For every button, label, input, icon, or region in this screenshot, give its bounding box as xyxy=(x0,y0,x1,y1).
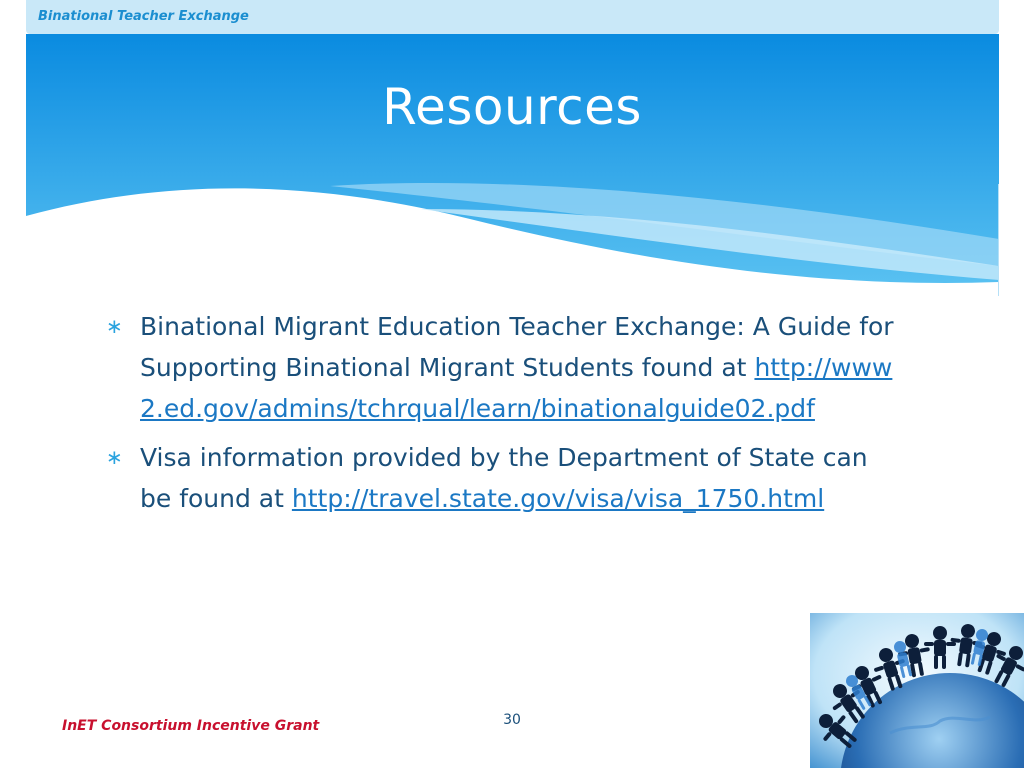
bullet-list xyxy=(106,306,906,527)
page-number: 30 xyxy=(503,712,521,728)
visa-link[interactable]: http://travel.state.gov/visa/visa_1750.html xyxy=(291,484,825,513)
slide-title: Resources xyxy=(382,78,642,136)
bullet-text: Binational Migrant Education Teacher Exchange: A Guide for Supporting Binational Migrant Students found at xyxy=(140,312,894,382)
footer-grant-label: InET Consortium Incentive Grant xyxy=(62,718,320,734)
bullet-item xyxy=(106,437,906,519)
bullet-item xyxy=(106,306,906,429)
globe-with-people-image xyxy=(810,613,1024,768)
header-strip-label: Binational Teacher Exchange xyxy=(38,9,249,24)
header-strip xyxy=(26,0,999,34)
bullet-text: Visa information provided by the Department of State can be found at xyxy=(140,443,868,513)
title-banner xyxy=(0,34,1024,304)
asterisk-icon: ∗ xyxy=(106,445,123,469)
asterisk-icon: ∗ xyxy=(106,314,123,338)
guide-link[interactable]: http://www2.ed.gov/admins/tchrqual/learn/binationalguide02.pdf xyxy=(140,353,893,423)
